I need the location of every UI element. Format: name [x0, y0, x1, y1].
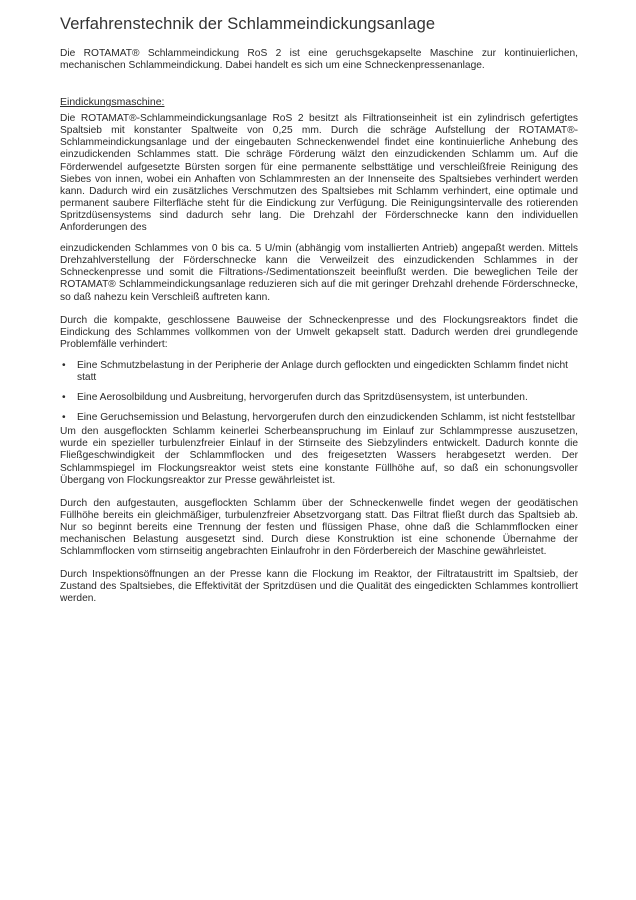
- list-item: [60, 392, 578, 404]
- paragraph-inspection: Durch Inspektionsöffnungen an der Presse kann die Flockung im Reaktor, der Filtrataustritt im Spaltsieb, der Zustand des Spaltsiebes, die Effektivität der Spritzdüsen und die Qualität des eingedickten Schlammes kontrolliert werden.: [60, 569, 578, 605]
- bullet-icon: •: [62, 412, 66, 424]
- intro-paragraph: Die ROTAMAT® Schlammeindickung RoS 2 ist eine geruchsgekapselte Maschine zur kontinuierlichen, mechanischen Schlammeindickung. Dabei handelt es sich um eine Schneckenpressenanlage.: [60, 48, 578, 72]
- document-title: Verfahrenstechnik der Schlammeindickungsanlage: [60, 15, 436, 33]
- paragraph-filtration: Die ROTAMAT®-Schlammeindickungsanlage RoS 2 besitzt als Filtrationseinheit ist ein zylindrisch gefertigtes Spaltsieb mit konstanter Spaltweite von 0,25 mm. Durch die schräge Aufstellung der ROTAMAT®-Schlammeindickungsanlage und der eingebauten Schneckenwendel findet eine kontinuierliche Anhebung des einzudickenden Schlammes statt. Die schräge Förderung wälzt den einzudickenden Schlamm um. Auf die Förderwendel aufgesetzte Bürsten sorgen für eine permanente selbsttätige und verschleißfreie Reinigung des Siebes von innen, wobei ein Anhaften von Schlammresten an der Innenseite des Spaltsiebes verhindert werden kann. Dadurch wird ein zusätzliches Verschmutzen des Spaltsiebes mit Schlamm verhindert, eine optimale und permanent saubere Filterfläche steht für die Eindickung zur Verfügung. Die Reinigungsintervalle des rotierenden Spritzdüsensystems sind dadurch sehr lang. Die Drehzahl der Förderschnecke kann den individuellen Anforderungen des: [60, 113, 578, 234]
- bullet-icon: •: [62, 359, 66, 371]
- document-page: [60, 14, 578, 616]
- paragraph-enclosure: Durch die kompakte, geschlossene Bauweise der Schneckenpresse und des Flockungsreaktors findet die Eindickung des Schlammes vollkommen von der Umwelt gekapselt statt. Dadurch werden drei grundlegende Problemfälle verhindert:: [60, 314, 578, 350]
- paragraph-settling: Durch den aufgestauten, ausgeflockten Schlamm über der Schneckenwelle findet wegen der geodätischen Füllhöhe bereits ein gleichmäßiger, turbulenzfreier Absetzvorgang statt. Das Filtrat fließt durch das Spaltsieb ab. Nur so beginnt bereits eine Trennung der festen und flüssigen Phase, ohne daß die Schlammflocken einer mechanischen Belastung ausgesetzt sind. Durch diese Konstruktion ist eine schonende Übernahme der Schlammflocken vom stirnseitig angebrachten Einlaufrohr in den Förderbereich der Maschine gewährleistet.: [60, 497, 578, 558]
- problem-list: [60, 360, 578, 424]
- list-item-text: Eine Aerosolbildung und Ausbreitung, hervorgerufen durch das Spritzdüsensystem, ist unterbunden.: [77, 392, 528, 404]
- list-item-text: Eine Geruchsemission und Belastung, hervorgerufen durch den einzudickenden Schlamm, ist nicht feststellbar: [77, 412, 576, 424]
- list-item-text: Eine Schmutzbelastung in der Peripherie der Anlage durch geflockten und eingedickten Schlamm findet nicht statt: [77, 359, 568, 383]
- list-item: [60, 412, 578, 424]
- list-item: [60, 360, 578, 384]
- bullet-icon: •: [62, 392, 66, 404]
- section-heading: Eindickungsmaschine:: [60, 96, 165, 109]
- paragraph-speed: einzudickenden Schlammes von 0 bis ca. 5 U/min (abhängig vom installierten Antrieb) angepaßt werden. Mittels Drehzahlverstellung der Förderschnecke kann die Verweilzeit des einzudickenden Schlammes in der Schneckenpresse und somit die Filtrations-/Sedimentationszeit beeinflußt werden. Die beweglichen Teile der ROTAMAT® Schlammeindickungsanlage reduzieren sich auf die mit geringer Drehzahl drehende Förderschnecke, so daß nahezu kein Verschleiß auftreten kann.: [60, 243, 578, 303]
- paragraph-inlet: Um den ausgeflockten Schlamm keinerlei Scherbeanspruchung im Einlauf zur Schlammpresse auszusetzen, wurde ein spezieller turbulenzfreier Einlauf in der Stirnseite des Siebzylinders entwickelt. Dadurch konnte die Fließgeschwindigkeit der Schlammflocken und des freigesetzten Wassers herabgesetzt werden. Der Schlammspiegel im Flockungsreaktor weist stets eine konstante Füllhöhe auf, so daß ein schonungsvoller Übergang von Flockungsreaktor zur Presse gewährleistet ist.: [60, 426, 578, 486]
